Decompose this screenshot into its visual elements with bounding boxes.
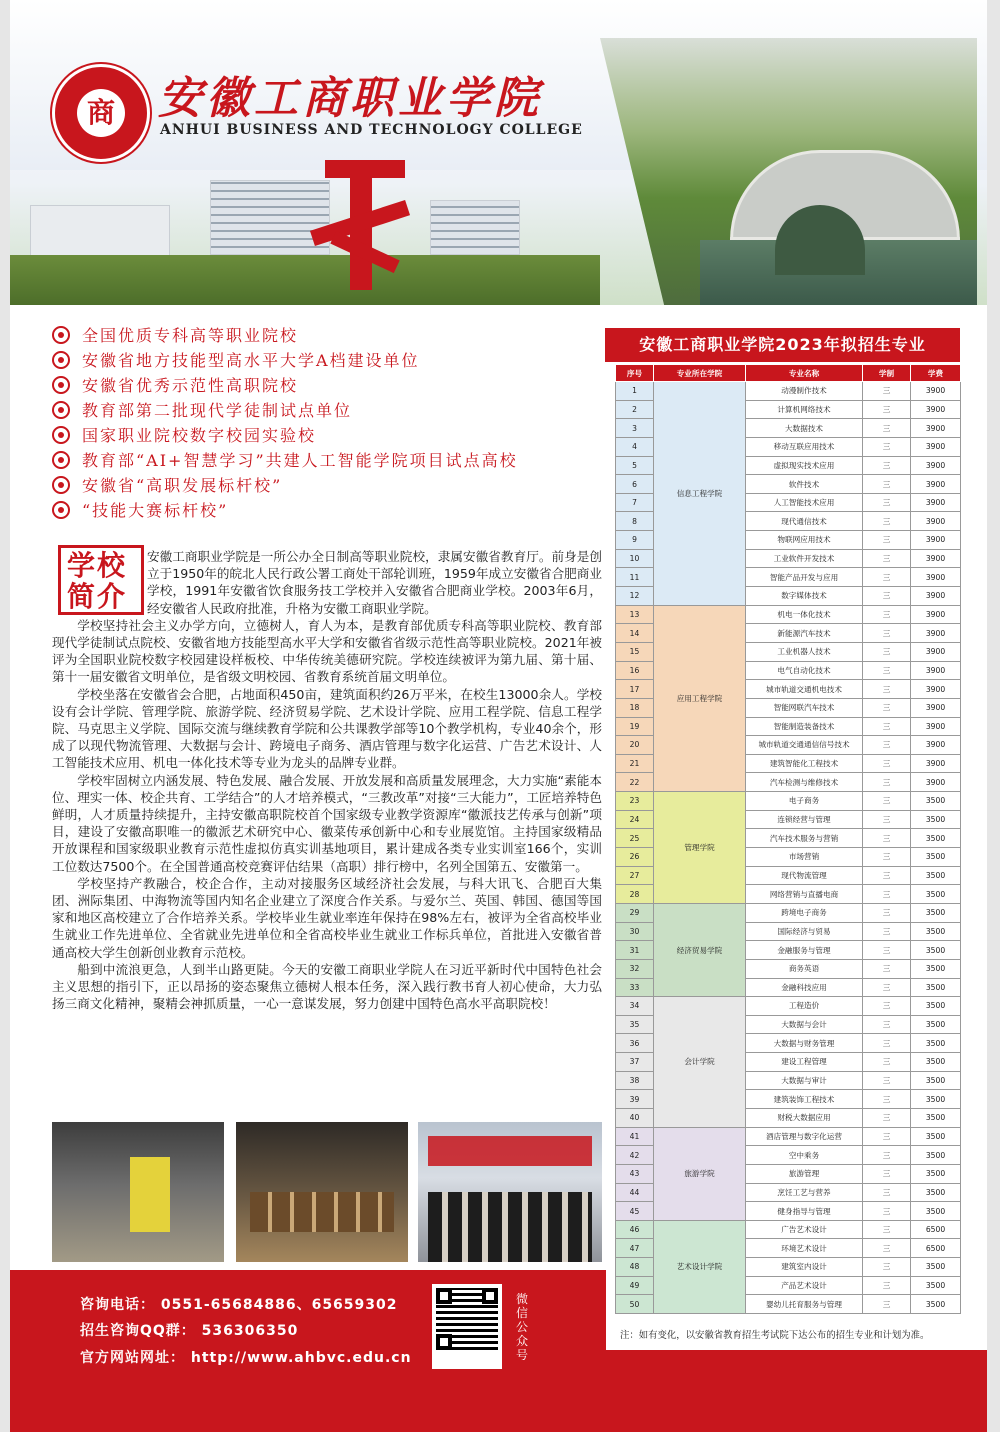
cell-index: 40 [616,1108,654,1127]
cell-fee: 3900 [911,680,961,699]
cell-duration: 三 [863,382,911,401]
cell-duration: 三 [863,829,911,848]
college-name-en: ANHUI BUSINESS AND TECHNOLOGY COLLEGE [160,122,583,138]
cell-major: 酒店管理与数字化运营 [746,1127,863,1146]
cell-fee: 3900 [911,717,961,736]
cell-major: 连锁经营与管理 [746,810,863,829]
cell-major: 智能网联汽车技术 [746,698,863,717]
cell-duration: 三 [863,419,911,438]
cell-major: 烹饪工艺与营养 [746,1183,863,1202]
cell-dept: 信息工程学院 [654,382,746,606]
cell-fee: 3500 [911,1015,961,1034]
logo-char: 商 [77,89,125,137]
cell-major: 智能制造装备技术 [746,717,863,736]
cell-index: 46 [616,1220,654,1239]
intro-paragraph: 船到中流浪更急，人到半山路更陡。今天的安徽工商职业学院人在习近平新时代中国特色社会主义思想的指引下，正以昂扬的姿态聚焦立德树人根本任务，深入践行教书育人初心使命，大力弘扬三商文化精神，聚精会神抓质量，一心一意谋发展，努力创建中国特色高水平高职院校！ [52,961,602,1012]
cell-index: 24 [616,810,654,829]
majors-table-body [616,382,961,1314]
cell-index: 36 [616,1034,654,1053]
contact-website[interactable]: 官方网站网址： http://www.ahbvc.edu.cn [80,1350,412,1366]
honor-item: 安徽省“高职发展标杆校” [52,472,612,497]
cell-major: 建筑智能化工程技术 [746,754,863,773]
cell-duration: 三 [863,1108,911,1127]
cell-index: 38 [616,1071,654,1090]
cell-duration: 三 [863,698,911,717]
cell-index: 28 [616,885,654,904]
cell-duration: 三 [863,978,911,997]
cell-major: 建设工程管理 [746,1053,863,1072]
cell-index: 19 [616,717,654,736]
cell-major: 广告艺术设计 [746,1220,863,1239]
cell-index: 42 [616,1146,654,1165]
cell-index: 16 [616,661,654,680]
cell-index: 21 [616,754,654,773]
qr-code-icon [436,1288,498,1350]
cell-duration: 三 [863,1164,911,1183]
cell-major: 人工智能技术应用 [746,493,863,512]
cell-index: 3 [616,419,654,438]
table-row [616,792,961,811]
cell-major: 机电一体化技术 [746,605,863,624]
cell-index: 12 [616,587,654,606]
cell-major: 大数据技术 [746,419,863,438]
cell-major: 电气自动化技术 [746,661,863,680]
cell-fee: 3500 [911,1127,961,1146]
cell-major: 智能产品开发与应用 [746,568,863,587]
cell-major: 汽车技术服务与营销 [746,829,863,848]
cell-duration: 三 [863,549,911,568]
cell-index: 34 [616,997,654,1016]
cell-duration: 三 [863,792,911,811]
cell-fee: 3500 [911,1034,961,1053]
cell-duration: 三 [863,624,911,643]
cell-duration: 三 [863,922,911,941]
cell-major: 大数据与会计 [746,1015,863,1034]
cell-fee: 3900 [911,754,961,773]
exhibition-hall-photo [52,1122,224,1262]
cell-duration: 三 [863,1220,911,1239]
cell-fee: 3500 [911,922,961,941]
cell-index: 47 [616,1239,654,1258]
cell-duration: 三 [863,475,911,494]
cell-fee: 3500 [911,1071,961,1090]
school-introduction [52,548,602,1012]
cell-index: 9 [616,531,654,550]
cell-index: 10 [616,549,654,568]
cell-major: 计算机网络技术 [746,400,863,419]
cell-fee: 3500 [911,1164,961,1183]
cell-major: 财税大数据应用 [746,1108,863,1127]
cell-duration: 三 [863,587,911,606]
cell-major: 健身指导与管理 [746,1202,863,1221]
cell-duration: 三 [863,1146,911,1165]
cell-major: 现代通信技术 [746,512,863,531]
cell-major: 建筑装饰工程技术 [746,1090,863,1109]
cell-fee: 3900 [911,642,961,661]
cell-fee: 3500 [911,997,961,1016]
cell-major: 产品艺术设计 [746,1276,863,1295]
cell-index: 13 [616,605,654,624]
campus-building [30,205,170,260]
cell-major: 现代物流管理 [746,866,863,885]
cell-index: 6 [616,475,654,494]
cell-fee: 3900 [911,605,961,624]
cell-duration: 三 [863,903,911,922]
cell-major: 婴幼儿托育服务与管理 [746,1295,863,1314]
cell-major: 空中乘务 [746,1146,863,1165]
intro-paragraph: 安徽工商职业学院是一所公办全日制高等职业院校，隶属安徽省教育厅。前身是创立于1950年的皖北人民行政公署工商处干部轮训班，1959年成立安徽省合肥商业学校，1991年安徽省饮食服务技工学校并入安徽省合肥商业学校。2003年6月，经安徽省人民政府批准，升格为安徽工商职业学院。 [147,549,602,616]
cell-dept: 艺术设计学院 [654,1220,746,1313]
cell-fee: 3900 [911,568,961,587]
dining-hall-photo [236,1122,408,1262]
cell-duration: 三 [863,1127,911,1146]
cell-fee: 3500 [911,1146,961,1165]
cell-duration: 三 [863,1295,911,1314]
honor-item: “技能大赛标杆校” [52,497,612,522]
cell-major: 工程造价 [746,997,863,1016]
cell-fee: 3500 [911,1202,961,1221]
cell-index: 1 [616,382,654,401]
header-duration: 学制 [863,365,911,382]
cell-fee: 3500 [911,1276,961,1295]
cell-major: 数字媒体技术 [746,587,863,606]
cell-index: 33 [616,978,654,997]
cell-major: 旅游管理 [746,1164,863,1183]
cell-duration: 三 [863,568,911,587]
cell-major: 新能源汽车技术 [746,624,863,643]
cell-duration: 三 [863,1034,911,1053]
cell-duration: 三 [863,531,911,550]
cell-duration: 三 [863,512,911,531]
circle-bullet-icon [52,476,70,494]
cell-duration: 三 [863,400,911,419]
cell-duration: 三 [863,736,911,755]
cell-fee: 6500 [911,1239,961,1258]
cell-index: 50 [616,1295,654,1314]
cell-dept: 应用工程学院 [654,605,746,791]
cell-major: 环境艺术设计 [746,1239,863,1258]
cell-duration: 三 [863,1258,911,1277]
cell-major: 跨境电子商务 [746,903,863,922]
contact-phone: 咨询电话： 0551-65684886、65659302 [80,1297,398,1313]
cell-fee: 3900 [911,456,961,475]
cell-major: 城市轨道交通通信信号技术 [746,736,863,755]
cell-fee: 3900 [911,736,961,755]
cell-dept: 会计学院 [654,997,746,1127]
intro-paragraph: 学校坐落在安徽省会合肥，占地面积450亩，建筑面积约26万平米，在校生13000余人。学校设有会计学院、管理学院、旅游学院、经济贸易学院、艺术设计学院、应用工程学院、信息工程学院、马克思主义学院、国际交流与继续教育学院和公共课教学部等10个教学机构，专业40余个，形成了以现代物流管理、大数据与会计、跨境电子商务、酒店管理与数字化运营、广告艺术设计、人工智能技术应用、机电一体化技术等专业为龙头的品牌专业群。 [52,686,602,771]
cell-duration: 三 [863,605,911,624]
cell-fee: 3500 [911,848,961,867]
cell-major: 城市轨道交通机电技术 [746,680,863,699]
cell-duration: 三 [863,437,911,456]
cell-dept: 管理学院 [654,792,746,904]
circle-bullet-icon [52,451,70,469]
intro-badge [58,545,144,615]
cell-duration: 三 [863,1239,911,1258]
cell-major: 商务英语 [746,959,863,978]
cell-index: 49 [616,1276,654,1295]
cell-duration: 三 [863,848,911,867]
cell-major: 金融服务与管理 [746,941,863,960]
cell-major: 电子商务 [746,792,863,811]
cell-duration: 三 [863,1202,911,1221]
cell-duration: 三 [863,456,911,475]
cell-fee: 3900 [911,698,961,717]
cell-fee: 3500 [911,1090,961,1109]
cell-fee: 3500 [911,1258,961,1277]
cell-fee: 3500 [911,1183,961,1202]
cell-index: 20 [616,736,654,755]
cell-major: 大数据与审计 [746,1071,863,1090]
cell-major: 虚拟现实技术应用 [746,456,863,475]
header-fee: 学费 [911,365,961,382]
circle-bullet-icon [52,326,70,344]
cell-fee: 3500 [911,866,961,885]
cell-dept: 旅游学院 [654,1127,746,1220]
intro-paragraph: 学校坚持社会主义办学方向，立德树人，育人为本，是教育部优质专科高等职业院校、教育部现代学徒制试点院校、安徽省地方技能型高水平大学和安徽省省级示范性高等职业院校。2021年被评为全国职业院校数字校园建设样板校、中华传统美德研究院。学校连续被评为第九届、第十届、第十一届安徽省文明单位，是省级文明校园、省教育系统首届文明单位。 [52,617,602,685]
honor-item: 安徽省优秀示范性高职院校 [52,372,612,397]
cell-index: 18 [616,698,654,717]
cell-duration: 三 [863,661,911,680]
table-row [616,1127,961,1146]
cell-duration: 三 [863,1276,911,1295]
table-row [616,605,961,624]
campus-building [430,200,520,255]
group-photo [418,1122,602,1262]
header-index: 序号 [616,365,654,382]
cell-duration: 三 [863,1015,911,1034]
cell-index: 31 [616,941,654,960]
honor-item: 教育部“AI+智慧学习”共建人工智能学院项目试点高校 [52,447,612,472]
cell-index: 44 [616,1183,654,1202]
cell-fee: 3900 [911,382,961,401]
cell-fee: 3500 [911,829,961,848]
cell-index: 29 [616,903,654,922]
table-row [616,997,961,1016]
table-row [616,382,961,401]
cell-duration: 三 [863,941,911,960]
cell-index: 37 [616,1053,654,1072]
cell-index: 26 [616,848,654,867]
cell-index: 4 [616,437,654,456]
cell-fee: 3900 [911,531,961,550]
cell-fee: 3500 [911,810,961,829]
intro-paragraph: 学校坚持产教融合，校企合作，主动对接服务区域经济社会发展，与科大讯飞、合肥百大集团、洲际集团、中海物流等国内知名企业建立了深度合作关系。与爱尔兰、英国、韩国、德国等国家和地区高校建立了合作培养关系。学校毕业生就业率连年保持在98%左右，被评为全省高校毕业生就业工作先进单位、全省就业先进单位和全省高校毕业生就业工作标兵单位，首批进入安徽省普通高校大学生创新创业教育示范校。 [52,875,602,960]
header-dept: 专业所在学院 [654,365,746,382]
cell-index: 41 [616,1127,654,1146]
footer-band [606,1350,987,1432]
cell-index: 5 [616,456,654,475]
cell-index: 32 [616,959,654,978]
cell-duration: 三 [863,997,911,1016]
cell-major: 建筑室内设计 [746,1258,863,1277]
cell-fee: 3500 [911,885,961,904]
cell-major: 物联网应用技术 [746,531,863,550]
cell-fee: 6500 [911,1220,961,1239]
cell-index: 15 [616,642,654,661]
cell-fee: 3500 [911,959,961,978]
circle-bullet-icon [52,501,70,519]
cell-fee: 3900 [911,661,961,680]
cell-fee: 3500 [911,1295,961,1314]
table-row [616,903,961,922]
honor-item: 安徽省地方技能型高水平大学A档建设单位 [52,347,612,372]
honor-item: 教育部第二批现代学徒制试点单位 [52,397,612,422]
cell-major: 国际经济与贸易 [746,922,863,941]
cell-index: 43 [616,1164,654,1183]
college-name-cn: 安徽工商职业学院 [158,73,542,124]
cell-index: 23 [616,792,654,811]
cell-duration: 三 [863,866,911,885]
qr-label: 微信公众号 [515,1292,528,1362]
cell-index: 27 [616,866,654,885]
cell-major: 市场营销 [746,848,863,867]
cell-duration: 三 [863,717,911,736]
cell-fee: 3500 [911,792,961,811]
honor-item: 国家职业院校数字校园实验校 [52,422,612,447]
cell-fee: 3900 [911,773,961,792]
cell-duration: 三 [863,1090,911,1109]
cell-duration: 三 [863,810,911,829]
cell-fee: 3900 [911,587,961,606]
cell-duration: 三 [863,1071,911,1090]
cell-duration: 三 [863,1183,911,1202]
cell-duration: 三 [863,885,911,904]
cell-major: 汽车检测与维修技术 [746,773,863,792]
circle-bullet-icon [52,351,70,369]
cell-index: 8 [616,512,654,531]
cell-index: 22 [616,773,654,792]
lawn [10,255,600,305]
majors-table [615,364,961,1314]
cell-major: 移动互联应用技术 [746,437,863,456]
header-major: 专业名称 [746,365,863,382]
cell-fee: 3900 [911,400,961,419]
cell-dept: 经济贸易学院 [654,903,746,996]
cell-fee: 3500 [911,903,961,922]
intro-badge-label: 学校简介 [67,549,128,613]
wechat-qr-code[interactable] [432,1284,502,1369]
cell-fee: 3900 [911,549,961,568]
honors-list [52,322,612,522]
cell-index: 2 [616,400,654,419]
cell-duration: 三 [863,1053,911,1072]
cell-index: 25 [616,829,654,848]
cell-fee: 3900 [911,493,961,512]
cell-duration: 三 [863,493,911,512]
cell-index: 11 [616,568,654,587]
table-row [616,1220,961,1239]
circle-bullet-icon [52,376,70,394]
cell-fee: 3500 [911,1053,961,1072]
cell-major: 大数据与财务管理 [746,1034,863,1053]
cell-duration: 三 [863,680,911,699]
cell-index: 30 [616,922,654,941]
cell-major: 金融科技应用 [746,978,863,997]
intro-paragraph: 学校牢固树立内涵发展、特色发展、融合发展、开放发展和高质量发展理念，大力实施“素能本位、理实一体、校企共育、工学结合”的人才培养模式，“三教改革”对接“三大能力”，工匠培养特色鲜明，人才质量持续提升，主持安徽高职院校首个国家级专业教学资源库“徽派技艺传承与创新”项目，建设了安徽高职唯一的徽派艺术研究中心、徽菜传承创新中心和专业展览馆。主持国家级精品开放课程和国家级职业教育示范性虚拟仿真实训基地项目，累计建成各类专业实训室166个，实训工位数达7500个。在全国普通高校竞赛评估结果（高职）排行榜中，名列全国第五、安徽第一。 [52,772,602,874]
cell-fee: 3900 [911,475,961,494]
cell-fee: 3900 [911,512,961,531]
circle-bullet-icon [52,426,70,444]
cell-fee: 3500 [911,1108,961,1127]
cell-fee: 3900 [911,419,961,438]
cell-index: 14 [616,624,654,643]
cell-major: 网络营销与直播电商 [746,885,863,904]
table-note: 注：如有变化，以安徽省教育招生考试院下达公布的招生专业和计划为准。 [620,1330,930,1341]
honor-item: 全国优质专科高等职业院校 [52,322,612,347]
cell-index: 48 [616,1258,654,1277]
cell-fee: 3500 [911,978,961,997]
cell-fee: 3900 [911,624,961,643]
cell-fee: 3900 [911,437,961,456]
cell-major: 软件技术 [746,475,863,494]
cell-duration: 三 [863,754,911,773]
cell-index: 35 [616,1015,654,1034]
cell-fee: 3500 [911,941,961,960]
majors-table-title: 安徽工商职业学院2023年拟招生专业 [605,328,960,362]
circle-bullet-icon [52,401,70,419]
cell-duration: 三 [863,642,911,661]
cell-index: 7 [616,493,654,512]
cell-index: 45 [616,1202,654,1221]
cell-duration: 三 [863,773,911,792]
cell-index: 17 [616,680,654,699]
cell-major: 工业机器人技术 [746,642,863,661]
cell-major: 工业软件开发技术 [746,549,863,568]
cell-major: 动漫制作技术 [746,382,863,401]
cell-index: 39 [616,1090,654,1109]
contact-qq: 招生咨询QQ群： 536306350 [80,1323,299,1339]
cell-duration: 三 [863,959,911,978]
college-logo [52,64,150,162]
table-header-row [616,365,961,382]
campus-building [210,180,330,255]
